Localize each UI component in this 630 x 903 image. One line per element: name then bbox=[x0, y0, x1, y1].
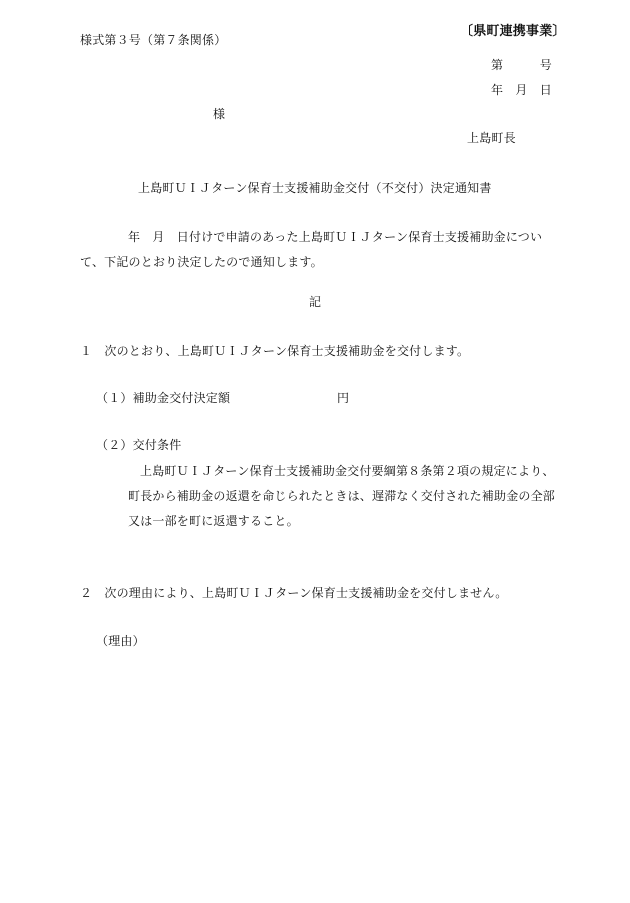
form-number: 様式第３号（第７条関係） bbox=[80, 33, 227, 47]
reason-label: （理由） bbox=[96, 634, 145, 648]
grant-amount-label: （１）補助金交付決定額 bbox=[96, 391, 231, 405]
category-label: 〔県町連携事業〕 bbox=[460, 24, 566, 39]
condition-line-1: 上島町ＵＩＪターン保育士支援補助金交付要綱第８条第２項の規定により、 bbox=[140, 464, 555, 478]
condition-line-2: 町長から補助金の返還を命じられたときは、遅滞なく交付された補助金の全部 bbox=[128, 489, 556, 503]
document-number: 第 号 bbox=[491, 58, 553, 72]
body-line-1: 年 月 日付けで申請のあった上島町ＵＩＪターン保育士支援補助金につい bbox=[128, 230, 543, 244]
body-line-2: て、下記のとおり決定したので通知します。 bbox=[80, 255, 323, 269]
ki-label: 記 bbox=[309, 295, 322, 309]
addressee-honorific: 様 bbox=[213, 107, 226, 121]
grant-amount-unit: 円 bbox=[337, 391, 350, 405]
section-2-heading: ２ 次の理由により、上島町ＵＩＪターン保育士支援補助金を交付しません。 bbox=[80, 586, 508, 600]
document-date: 年 月 日 bbox=[491, 83, 553, 97]
conditions-label: （２）交付条件 bbox=[96, 438, 182, 452]
section-1-heading: １ 次のとおり、上島町ＵＩＪターン保育士支援補助金を交付します。 bbox=[80, 344, 470, 358]
condition-line-3: 又は一部を町に返還すること。 bbox=[128, 514, 299, 528]
document-title: 上島町ＵＩＪターン保育士支援補助金交付（不交付）決定通知書 bbox=[138, 181, 492, 195]
issuer-name: 上島町長 bbox=[467, 131, 516, 145]
